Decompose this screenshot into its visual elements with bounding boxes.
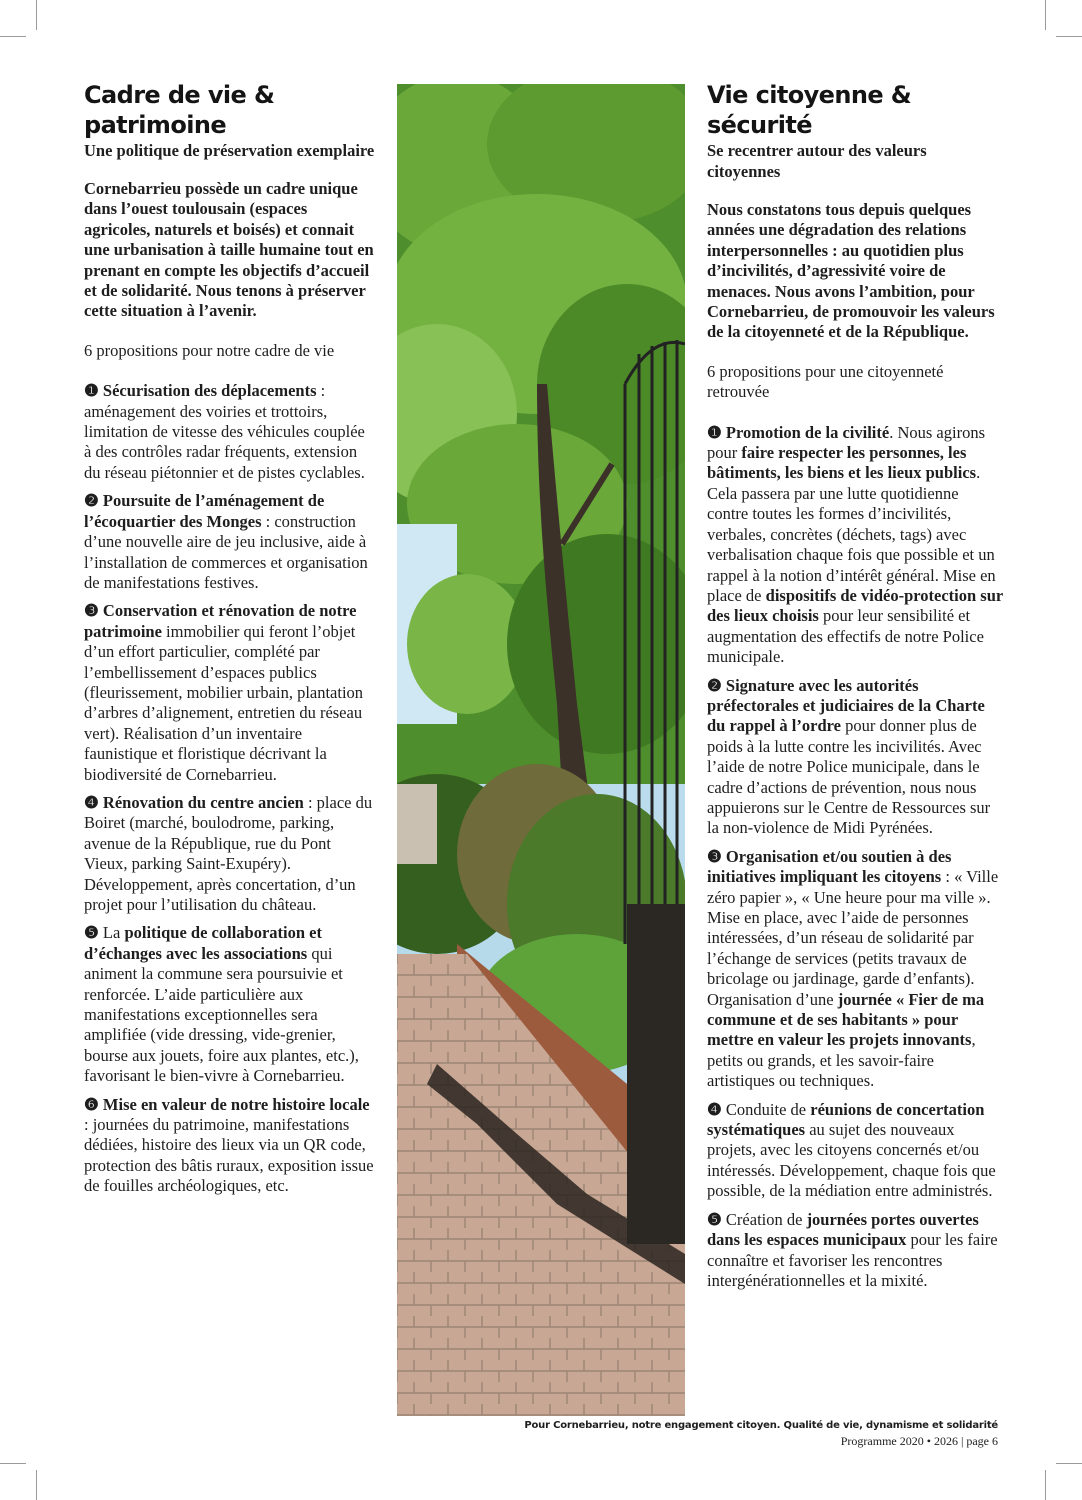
vie-citoyenne-section: [707, 80, 1003, 1291]
section-subtitle: Une politique de préservation exemplaire: [84, 141, 375, 160]
item-number: ❷: [707, 675, 722, 695]
proposition-item: ❶ Promotion de la civilité. Nous agirons pour faire respecter les personnes, les bâtiments, les biens et les lieux publics. Cela passera par une lutte quotidienne contre toutes les formes d’incivilités, verbales, concrètes (déchets, tags) avec verbalisation chaque fois que possible et un rappel à la notion d’intérêt général. Mise en place de dispositifs de vidéo-protection sur des lieux choisis pour leur sensibilité et augmentation des effectifs de notre Police municipale.: [707, 422, 1003, 667]
propositions-heading: 6 propositions pour notre cadre de vie: [84, 340, 335, 360]
proposition-item: ❸ Conservation et rénovation de notre patrimoine immobilier qui feront l’objet d’un effort particulier, complété par l’embellissement d’espaces publics (fleurissement, mobilier urbain, plantation d’arbres d’alignement, entretien du réseau vert). Réalisation d’un inventaire faunistique et floristique décrivant la biodiversité de Cornebarrieu.: [84, 601, 364, 784]
proposition-item: ❹ Conduite de réunions de concertation systématiques au sujet des nouveaux projets, avec les citoyens concernés et/ou intéressés. Développement, chaque fois que possible, de la médiation entre administrés.: [707, 1099, 996, 1201]
proposition-item: ❸ Organisation et/ou soutien à des initiatives impliquant les citoyens : « Ville zéro papier », « Une heure pour ma ville ». Mise en place, avec l’aide de personnes intéressées, d’un réseau de solidarité par l’échange de services (petits travaux de bricolage ou jardinage, garde d’enfants). Organisation d’une journée « Fier de ma commune et de ses habitants » pour mettre en valeur les projets innovants, petits ou grands, et les savoir-faire artistiques ou techniques.: [707, 846, 999, 1091]
propositions-list: [84, 381, 376, 1196]
crop-mark: [0, 1463, 26, 1464]
crop-mark: [1045, 1470, 1046, 1500]
footer-tagline: Pour Cornebarrieu, notre engagement citoyen. Qualité de vie, dynamisme et solidarité: [524, 1420, 998, 1431]
item-number: ❺: [84, 923, 99, 943]
cadre-de-vie-section: [84, 80, 376, 1197]
proposition-item: ❷ Signature avec les autorités préfectorales et judiciaires de la Charte du rappel à l’ordre pour donner plus de poids à la lutte contre les incivilités. Avec l’aide de notre Police municipale, dans le cadre d’actions de prévention, nous nous appuierons sur le Centre de Ressources sur la non-violence de Midi Pyrénées.: [707, 675, 991, 838]
item-number: ❺: [707, 1209, 722, 1229]
proposition-item: ❺ Création de journées portes ouvertes dans les espaces municipaux pour les faire connaître et favoriser les rencontres intergénérationnelles et la mixité.: [707, 1209, 998, 1290]
propositions-heading: 6 propositions pour une citoyenneté retrouvée: [707, 361, 944, 402]
item-number: ❻: [84, 1094, 99, 1114]
crop-mark: [1056, 36, 1082, 37]
page-number: Programme 2020 • 2026 | page 6: [840, 1434, 998, 1448]
item-number: ❹: [84, 792, 99, 812]
proposition-item: ❷ Poursuite de l’aménagement de l’écoquartier des Monges : construction d’une nouvelle aire de jeu inclusive, aide à l’installation de commerces et organisation de manifestations festives.: [84, 491, 368, 592]
crop-mark: [1045, 0, 1046, 30]
proposition-item: ❶ Sécurisation des déplacements : aménagement des voiries et trottoirs, limitation de vitesse des véhicules couplée à des contrôles radar fréquents, extension du réseau piétonnier et de pistes cyclables.: [84, 381, 365, 482]
garden-path-photo: [397, 84, 685, 1416]
section-subtitle: Se recentrer autour des valeurs citoyennes: [707, 141, 927, 181]
item-number: ❸: [84, 601, 99, 621]
item-number: ❹: [707, 1099, 722, 1119]
item-number: ❶: [707, 422, 722, 442]
crop-mark: [0, 36, 26, 37]
proposition-item: ❹ Rénovation du centre ancien : place du Boiret (marché, boulodrome, parking, avenue de la République, rue du Pont Vieux, parking Saint-Exupéry). Développement, après concertation, d’un projet pour l’utilisation du château.: [84, 792, 373, 914]
item-number: ❶: [84, 381, 99, 401]
item-number: ❷: [84, 491, 99, 511]
proposition-item: ❻ Mise en valeur de notre histoire locale : journées du patrimoine, manifestations dédiées, histoire des lieux via un QR code, protection des bâtis ruraux, exposition issue de fouilles archéologiques, etc.: [84, 1094, 374, 1196]
section-title: Cadre de vie & patrimoine: [84, 81, 275, 139]
crop-mark: [1056, 1463, 1082, 1464]
section-title: Vie citoyenne & sécurité: [707, 81, 912, 139]
proposition-item: ❺ La politique de collaboration et d’échanges avec les associations qui animent la commune sera poursuivie et renforcée. L’aide particulière aux manifestations exceptionnelles sera amplifiée (vide dressing, vide-grenier, bourse aux jouets, foire aux plantes, etc.), favorisant le bien-vivre à Cornebarrieu.: [84, 923, 359, 1086]
propositions-list: [707, 423, 1003, 1292]
crop-mark: [36, 1470, 37, 1500]
item-number: ❸: [707, 846, 722, 866]
crop-mark: [36, 0, 37, 30]
section-intro: Cornebarrieu possède un cadre unique dans l’ouest toulousain (espaces agricoles, naturels et boisés) et connait une urbanisation à taille humaine tout en prenant en compte les objectifs d’accueil et de solidarité. Nous tenons à préserver cette situation à l’avenir.: [84, 179, 374, 321]
section-intro: Nous constatons tous depuis quelques années une dégradation des relations interpersonnelles : au quotidien plus d’incivilités, d’agressivité voire de menaces. Nous avons l’ambition, pour Cornebarrieu, de promouvoir les valeurs de la citoyenneté et de la République.: [707, 200, 995, 342]
